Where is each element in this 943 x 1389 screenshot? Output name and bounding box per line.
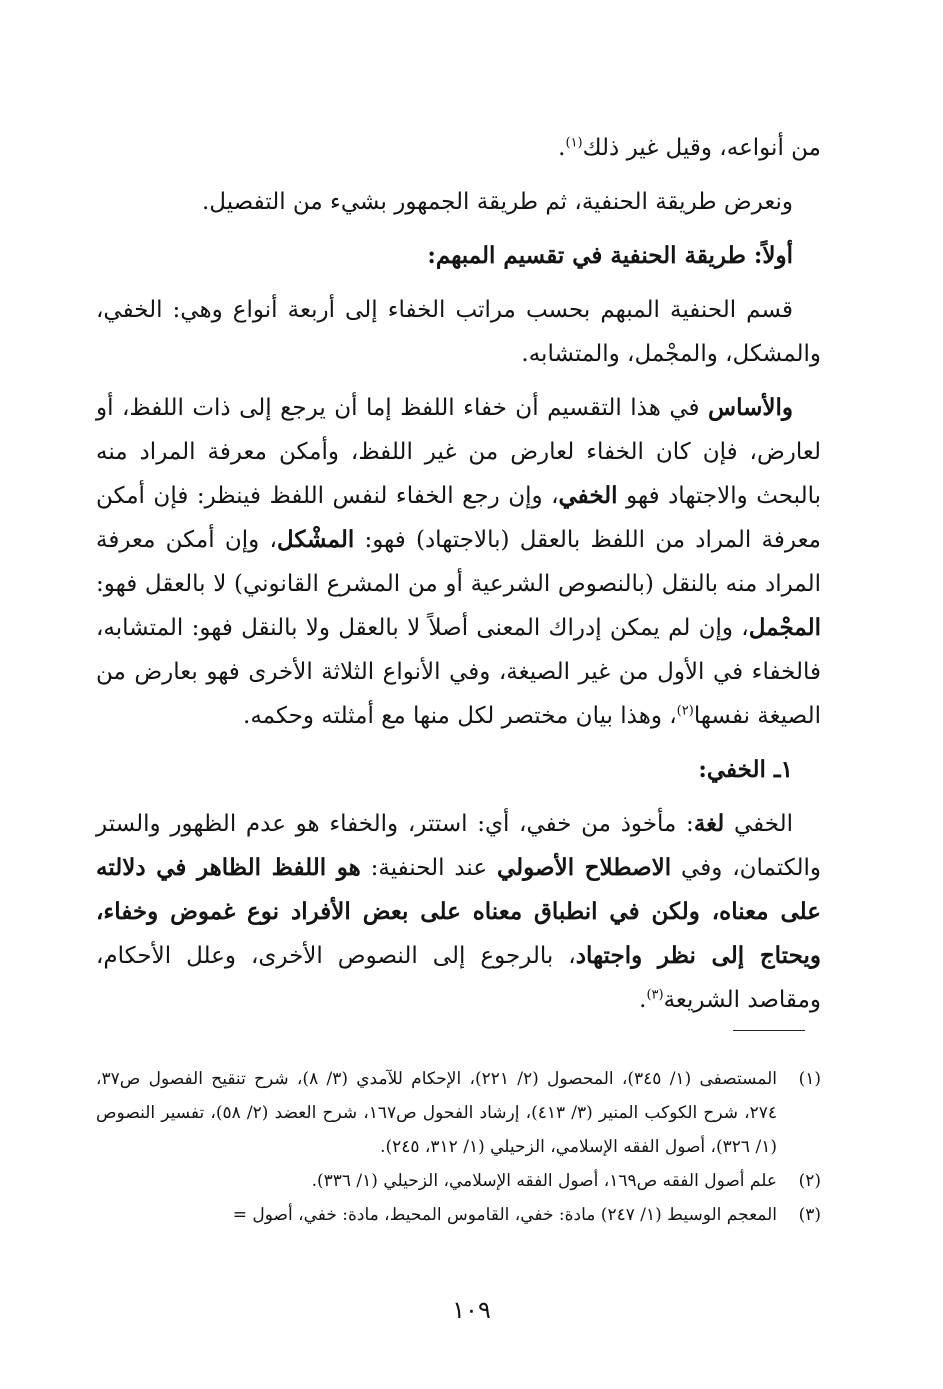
footnote-ref-1[interactable]: (١) (565, 135, 583, 151)
footnote-text: المستصفى (١/ ٣٤٥)، المحصول (٢/ ٢٢١)، الإحكام للآمدي (٣/ ٨)، شرح تنقيح الفصول ص٣٧، ٢٧٤، شرح الكوكب المنير (٣/ ٤١٣)، إرشاد الفحول ص١٦٧، شرح العضد (٢/ ٥٨)، تفسير النصوص (١/ ٣٢٦)، أصول الفقه الإسلامي، الزحيلي (١/ ٣١٢، ٢٤٥). (96, 1069, 778, 1157)
bold-term-khafi: الخفي (558, 482, 618, 509)
footnote-1 (96, 1062, 821, 1164)
footnote-2 (96, 1164, 821, 1198)
section-heading-khafi: ١ـ الخفي: (698, 756, 793, 783)
bold-definition: هو اللفظ الظاهر في دلالته على معناه، ولكن في انطباق معناه على بعض الأفراد نوع غموض وخفاء، ويحتاج إلى نظر واجتهاد (96, 854, 821, 969)
bold-term-mushkil: المشْكل (276, 526, 355, 553)
paragraph-continuation: من أنواعه، وقيل غير ذلك$^{(١)}$. (558, 135, 821, 161)
footnote-ref-3[interactable]: (٣) (646, 987, 664, 1003)
section-heading-hanafi: أولاً: طريقة الحنفية في تقسيم المبهم: (427, 242, 793, 269)
footnote-number: (١) (798, 1069, 821, 1089)
paragraph-intro: ونعرض طريقة الحنفية، ثم طريقة الجمهور بشيء من التفصيل. (202, 189, 793, 215)
paragraph-basis: والأساس في هذا التقسيم أن خفاء اللفظ إما أن يرجع إلى ذات اللفظ، أو لعارض، فإن كان الخفاء لعارض من غير اللفظ، وأمكن معرفة المراد منه بالبحث والاجتهاد فهو الخفي، وإن رجع الخفاء لنفس اللفظ فينظر: فإن أمكن معرفة المراد من اللفظ بالعقل (بالاجتهاد) فهو: المشْكل، وإن أمكن معرفة المراد منه بالنقل (بالنصوص الشرعية أو من المشرع القانوني) لا بالعقل فهو: المجْمل، وإن لم يمكن إدراك المعنى أصلاً لا بالعقل ولا بالنقل فهو: المتشابه، فالخفاء في الأول من غير الصيغة، وفي الأنواع الثلاثة الأخرى فهو بعارض من الصيغة نفسها$^{(٢)}$، وهذا بيان مختصر لكل منها مع أمثلته وحكمه. (96, 394, 821, 729)
bold-term-lugha: لغة (693, 810, 725, 837)
paragraph-division: قسم الحنفية المبهم بحسب مراتب الخفاء إلى أربعة أنواع وهي: الخفي، والمشكل، والمجْمل، والمتشابه. (96, 297, 821, 367)
footnote-number: (٣) (798, 1205, 821, 1225)
bold-term-basis: والأساس (708, 394, 793, 421)
footnote-text: علم أصول الفقه ص١٦٩، أصول الفقه الإسلامي، الزحيلي (١/ ٣٣٦). (311, 1171, 777, 1191)
bold-term-mujmal: المجْمل (748, 614, 821, 641)
footnote-text: المعجم الوسيط (١/ ٢٤٧) مادة: خفي، القاموس المحيط، مادة: خفي، أصول = (232, 1205, 777, 1225)
footnote-3 (96, 1198, 821, 1232)
paragraph-khafi-definition: الخفي لغة: مأخوذ من خفي، أي: استتر، والخفاء هو عدم الظهور والستر والكتمان، وفي الاصطلاح الأصولي عند الحنفية: هو اللفظ الظاهر في دلالته على معناه، ولكن في انطباق معناه على بعض الأفراد نوع غموض وخفاء، ويحتاج إلى نظر واجتهاد، بالرجوع إلى النصوص الأخرى، وعلل الأحكام، ومقاصد الشريعة$^{(٣)}$. (96, 810, 821, 1013)
bold-term-istilah: الاصطلاح الأصولي (496, 854, 672, 881)
paragraph-text: من أنواعه، وقيل غير ذلك (582, 135, 821, 161)
footnote-divider (733, 1030, 805, 1031)
footnotes (96, 1062, 821, 1232)
footnote-ref-2[interactable]: (٢) (676, 703, 694, 719)
footnote-number: (٢) (798, 1171, 821, 1191)
page-number: ١٠٩ (452, 1296, 491, 1324)
